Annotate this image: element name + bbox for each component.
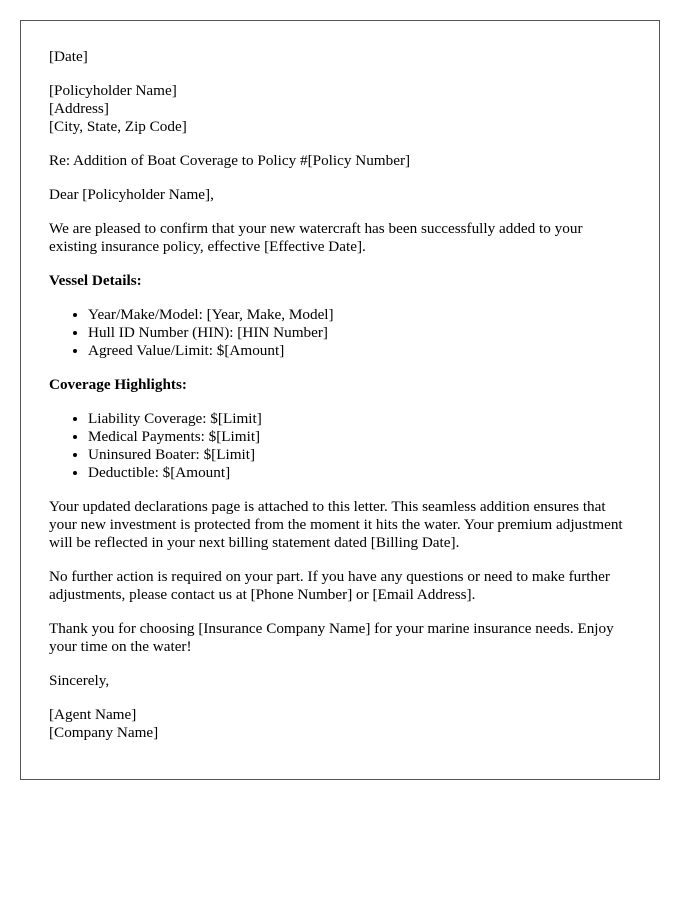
letter-document bbox=[20, 20, 660, 780]
vessel-details-list bbox=[49, 306, 631, 360]
list-item: • Liability Coverage: $[Limit] bbox=[88, 410, 631, 428]
letter-subject: Re: Addition of Boat Coverage to Policy #[Policy Number] bbox=[49, 152, 411, 169]
list-item: • Agreed Value/Limit: $[Amount] bbox=[88, 342, 631, 360]
recipient-address: [Address] bbox=[49, 100, 109, 117]
coverage-highlights-heading: Coverage Highlights: bbox=[49, 376, 187, 393]
list-item: • Deductible: $[Amount] bbox=[88, 464, 631, 482]
company-name: [Company Name] bbox=[49, 724, 159, 741]
signature-block bbox=[49, 706, 631, 742]
coverage-highlights-list bbox=[49, 410, 631, 482]
body-paragraph-thanks: Thank you for choosing [Insurance Company Name] for your marine insurance needs. Enjoy your time on the water! bbox=[49, 620, 614, 655]
agent-name: [Agent Name] bbox=[49, 706, 137, 723]
recipient-name: [Policyholder Name] bbox=[49, 82, 177, 99]
recipient-city-state-zip: [City, State, Zip Code] bbox=[49, 118, 187, 135]
intro-paragraph: We are pleased to confirm that your new watercraft has been successfully added to your existing insurance policy, effective [Effective Date]. bbox=[49, 220, 583, 255]
list-item: • Year/Make/Model: [Year, Make, Model] bbox=[88, 306, 631, 324]
letter-salutation: Dear [Policyholder Name], bbox=[49, 186, 214, 203]
body-paragraph-declarations: Your updated declarations page is attached to this letter. This seamless addition ensures that your new investment is protected from the moment it hits the water. Your premium adjustment will be reflected in your next billing statement dated [Billing Date]. bbox=[49, 498, 623, 551]
vessel-details-heading: Vessel Details: bbox=[49, 272, 142, 289]
list-item: • Medical Payments: $[Limit] bbox=[88, 428, 631, 446]
letter-date: [Date] bbox=[49, 48, 88, 65]
letter-closing: Sincerely, bbox=[49, 672, 110, 689]
list-item: • Hull ID Number (HIN): [HIN Number] bbox=[88, 324, 631, 342]
list-item: • Uninsured Boater: $[Limit] bbox=[88, 446, 631, 464]
recipient-block bbox=[49, 82, 631, 136]
body-paragraph-contact: No further action is required on your part. If you have any questions or need to make further adjustments, please contact us at [Phone Number] or [Email Address]. bbox=[49, 568, 610, 603]
